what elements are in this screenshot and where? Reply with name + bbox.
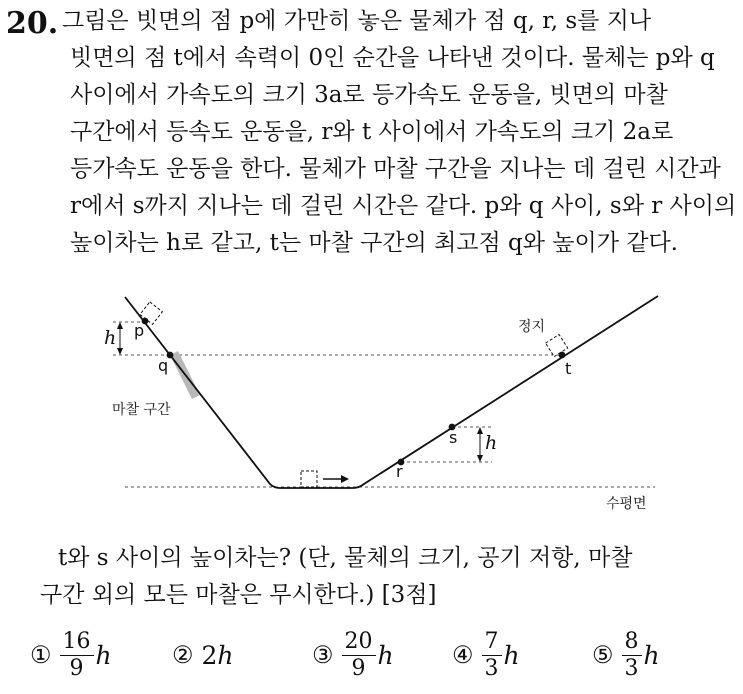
fraction-numerator: 7 bbox=[482, 630, 502, 656]
height-arrowhead bbox=[477, 427, 483, 434]
variable: h bbox=[217, 640, 234, 670]
fraction bbox=[60, 630, 94, 681]
variable: h bbox=[503, 640, 520, 670]
fraction bbox=[342, 630, 376, 681]
stem-line: 사이에서 가속도의 크기 3a로 등가속도 운동을, 빗면의 마찰 bbox=[70, 82, 668, 108]
label-ground: 수평면 bbox=[606, 496, 647, 512]
label-r: r bbox=[396, 462, 403, 481]
track bbox=[125, 296, 658, 488]
choice-marker: ④ bbox=[452, 641, 474, 669]
block-on-flat bbox=[301, 471, 317, 487]
fraction-denominator: 9 bbox=[69, 655, 84, 681]
fraction-denominator: 3 bbox=[624, 655, 639, 681]
stem-line: 구간에서 등속도 운동을, r와 t 사이에서 가속도의 크기 2a로 bbox=[70, 119, 674, 145]
label-s: s bbox=[449, 428, 458, 447]
choice-value: 2 bbox=[201, 640, 218, 670]
label-t: t bbox=[565, 359, 572, 378]
label-friction: 마찰 구간 bbox=[112, 402, 171, 418]
choice-3[interactable] bbox=[312, 620, 394, 690]
stem-line: 빗면의 점 t에서 속력이 0인 순간을 나타낸 것이다. 물체는 p와 q bbox=[70, 45, 715, 71]
answer-choices bbox=[0, 620, 743, 690]
stem-line: 높이차는 h로 같고, t는 마찰 구간의 최고점 q와 높이가 같다. bbox=[70, 230, 678, 256]
variable: h bbox=[377, 640, 394, 670]
fraction bbox=[622, 630, 642, 681]
point-t bbox=[559, 352, 566, 359]
stem-line: r에서 s까지 지나는 데 걸린 시간은 같다. p와 q 사이, s와 r 사이의 bbox=[70, 193, 737, 219]
choice-marker: ⑤ bbox=[592, 641, 614, 669]
fraction-numerator: 8 bbox=[622, 630, 642, 656]
label-q: q bbox=[158, 356, 169, 375]
label-h-right: h bbox=[485, 432, 498, 454]
height-arrowhead bbox=[117, 348, 123, 355]
fraction-denominator: 3 bbox=[484, 655, 499, 681]
ask-line: 구간 외의 모든 마찰은 무시한다.) [3점] bbox=[40, 582, 437, 608]
choice-5[interactable] bbox=[592, 620, 660, 690]
label-h-left: h bbox=[104, 327, 117, 349]
choice-marker: ① bbox=[30, 641, 52, 669]
velocity-arrow-head bbox=[341, 475, 349, 483]
height-arrowhead bbox=[477, 455, 483, 462]
fraction-denominator: 9 bbox=[351, 655, 366, 681]
ask-line: t와 s 사이의 높이차는? (단, 물체의 크기, 공기 저항, 마찰 bbox=[58, 545, 633, 571]
variable: h bbox=[643, 640, 660, 670]
fraction bbox=[482, 630, 502, 681]
choice-marker: ② bbox=[172, 641, 194, 669]
variable: h bbox=[95, 640, 112, 670]
choice-2[interactable] bbox=[172, 620, 234, 690]
stem-line: 등가속도 운동을 한다. 물체가 마찰 구간을 지나는 데 걸린 시간과 bbox=[70, 156, 721, 182]
fraction-numerator: 16 bbox=[60, 630, 94, 656]
question-ask bbox=[40, 540, 730, 614]
fraction-numerator: 20 bbox=[342, 630, 376, 656]
label-p: p bbox=[134, 321, 145, 340]
stem-line: 그림은 빗면의 점 p에 가만히 놓은 물체가 점 q, r, s를 지나 bbox=[62, 8, 652, 34]
height-arrowhead bbox=[117, 322, 123, 329]
choice-1[interactable] bbox=[30, 620, 112, 690]
question-number: 20. bbox=[6, 6, 59, 41]
choice-4[interactable] bbox=[452, 620, 520, 690]
label-stop: 정지 bbox=[518, 319, 546, 335]
choice-marker: ③ bbox=[312, 641, 334, 669]
